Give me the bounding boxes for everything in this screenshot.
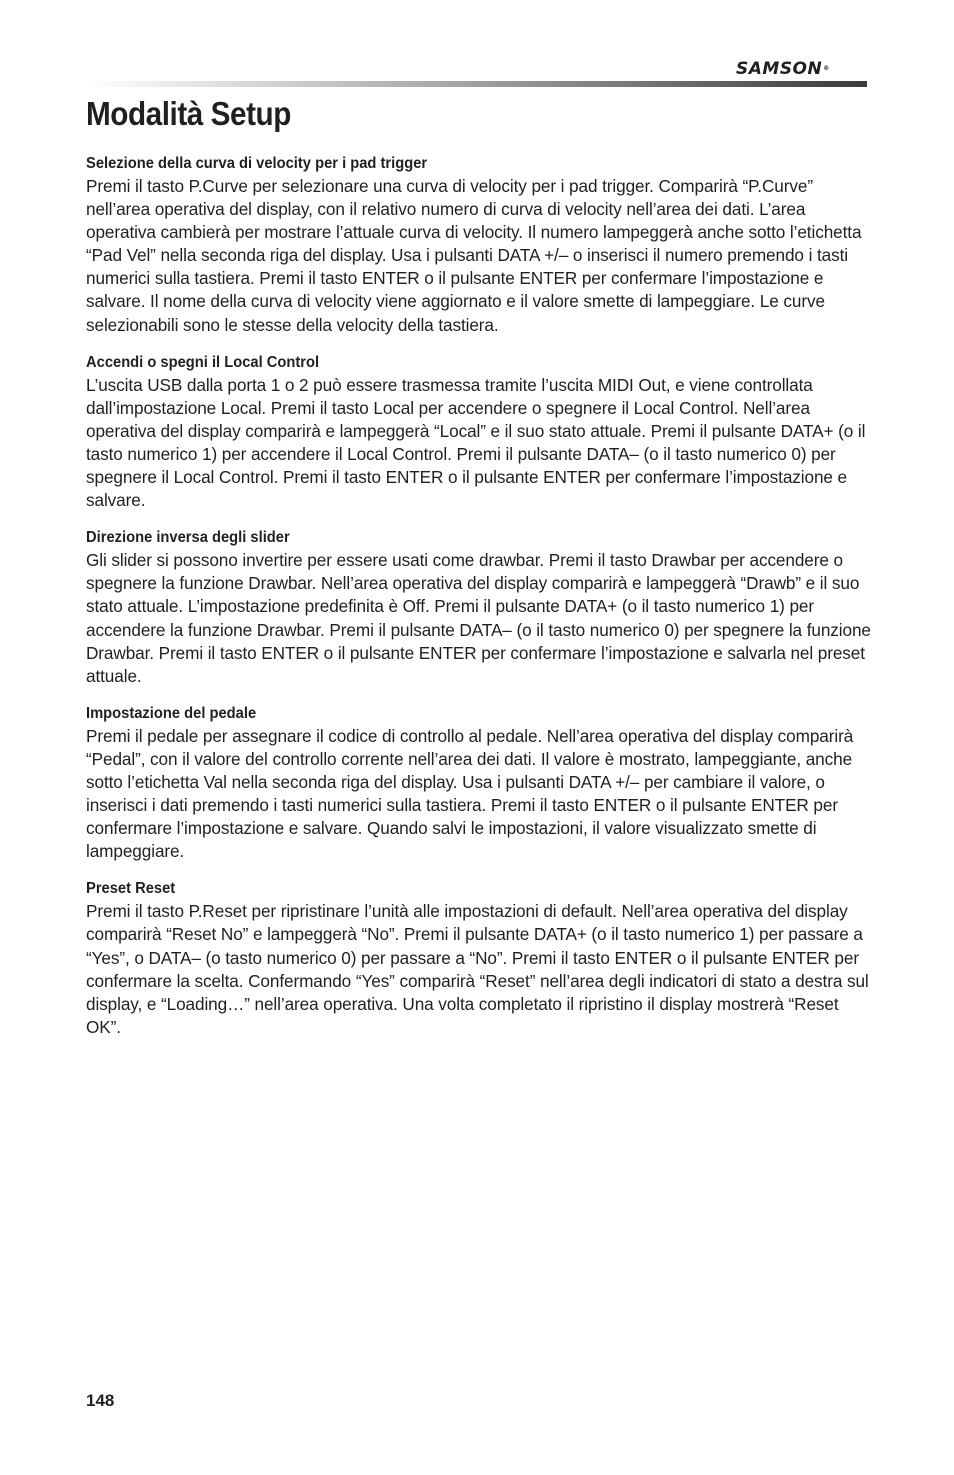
section-heading: Impostazione del pedale (86, 704, 257, 722)
section-velocity-curve (86, 152, 876, 337)
section-heading: Preset Reset (86, 880, 176, 898)
section-body: Premi il tasto P.Curve per selezionare una curva di velocity per i pad trigger. Comparirà “P.Curve” nell’area operativa del display, con il relativo numero di curva di velocity nell’area dei dati. L’area operativa cambierà per mostrare l’attuale curva di velocity. Il numero lampeggerà anche sotto l’etichetta “Pad Vel” nella seconda riga del display. Usa i pulsanti DATA +/– o inserisci il numero premendo i tasti numerici sulla tastiera. Premi il tasto ENTER o il pulsante ENTER per confermare l’impostazione e salvare. Il nome della curva di velocity viene aggiornato e il valore smette di lampeggiare. Le curve selezionabili sono le stesse della velocity della tastiera. (86, 176, 862, 335)
section-preset-reset (86, 877, 876, 1039)
samson-logo (736, 58, 868, 80)
registered-mark: ® (823, 65, 830, 72)
section-body: L’uscita USB dalla porta 1 o 2 può essere trasmessa tramite l’uscita MIDI Out, e viene controllata dall’impostazione Local. Premi il tasto Local per accendere o spegnere il Local Control. Nell’area operativa del display comparirà e lampeggerà “Local” e il suo stato attuale. Premi il pulsante DATA+ (o il tasto numerico 1) per accendere il Local Control. Premi il pulsante DATA– (o il tasto numerico 0) per spegnere il Local Control. Premi il tasto ENTER o il pulsante ENTER per confermare l’impostazione e salvare. (86, 374, 866, 511)
section-body: Premi il tasto P.Reset per ripristinare l’unità alle impostazioni di default. Nell’area operativa del display comparirà “Reset No” e lampeggerà “No”. Premi il pulsante DATA+ (o il tasto numerico 1) per passare a “Yes”, o DATA– (o tasto numerico 0) per passare a “No”. Premi il tasto ENTER o il pulsante ENTER per confermare la scelta. Confermando “Yes” comparirà “Reset” nell’area degli indicatori di stato a destra sul display, e “Loading…” nell’area operativa. Una volta completato il ripristino il display mostrerà “Reset OK”. (86, 901, 869, 1037)
section-body: Gli slider si possono invertire per essere usati come drawbar. Premi il tasto Drawbar per accendere o spegnere la funzione Drawbar. Nell’area operativa del display comparirà e lampeggerà “Drawb” e il suo stato attuale. L’impostazione predefinita è Off. Premi il pulsante DATA+ (o il tasto numerico 1) per accendere la funzione Drawbar. Premi il pulsante DATA– (o il tasto numerico 0) per spegnere la funzione Drawbar. Premi il tasto ENTER o il pulsante ENTER per confermare l’impostazione e salvarla nel preset attuale. (86, 550, 871, 686)
section-local-control (86, 351, 876, 513)
section-slider-direction (86, 526, 876, 688)
section-heading: Selezione della curva di velocity per i pad trigger (86, 155, 428, 172)
header-rule (86, 81, 867, 87)
section-heading: Accendi o spegni il Local Control (86, 353, 320, 371)
page-title: Modalità Setup (86, 95, 291, 132)
main-content (86, 152, 876, 1053)
section-pedal-setting (86, 702, 876, 864)
page-number: 148 (86, 1391, 115, 1410)
brand-name: SAMSON (736, 59, 823, 79)
section-body: Premi il pedale per assegnare il codice di controllo al pedale. Nell’area operativa del display comparirà “Pedal”, con il valore del controllo corrente nell’area dei dati. Il valore è mostrato, lampeggiante, anche sotto l’etichetta Val nella seconda riga del display. Usa i pulsanti DATA +/– per cambiare il valore, o inserisci i dati premendo i tasti numerici sulla tastiera. Premi il tasto ENTER o il pulsante ENTER per confermare l’impostazione e salvare. Quando salvi le impostazioni, il valore visualizzato smette di lampeggiare. (86, 725, 854, 862)
section-heading: Direzione inversa degli slider (86, 529, 290, 547)
